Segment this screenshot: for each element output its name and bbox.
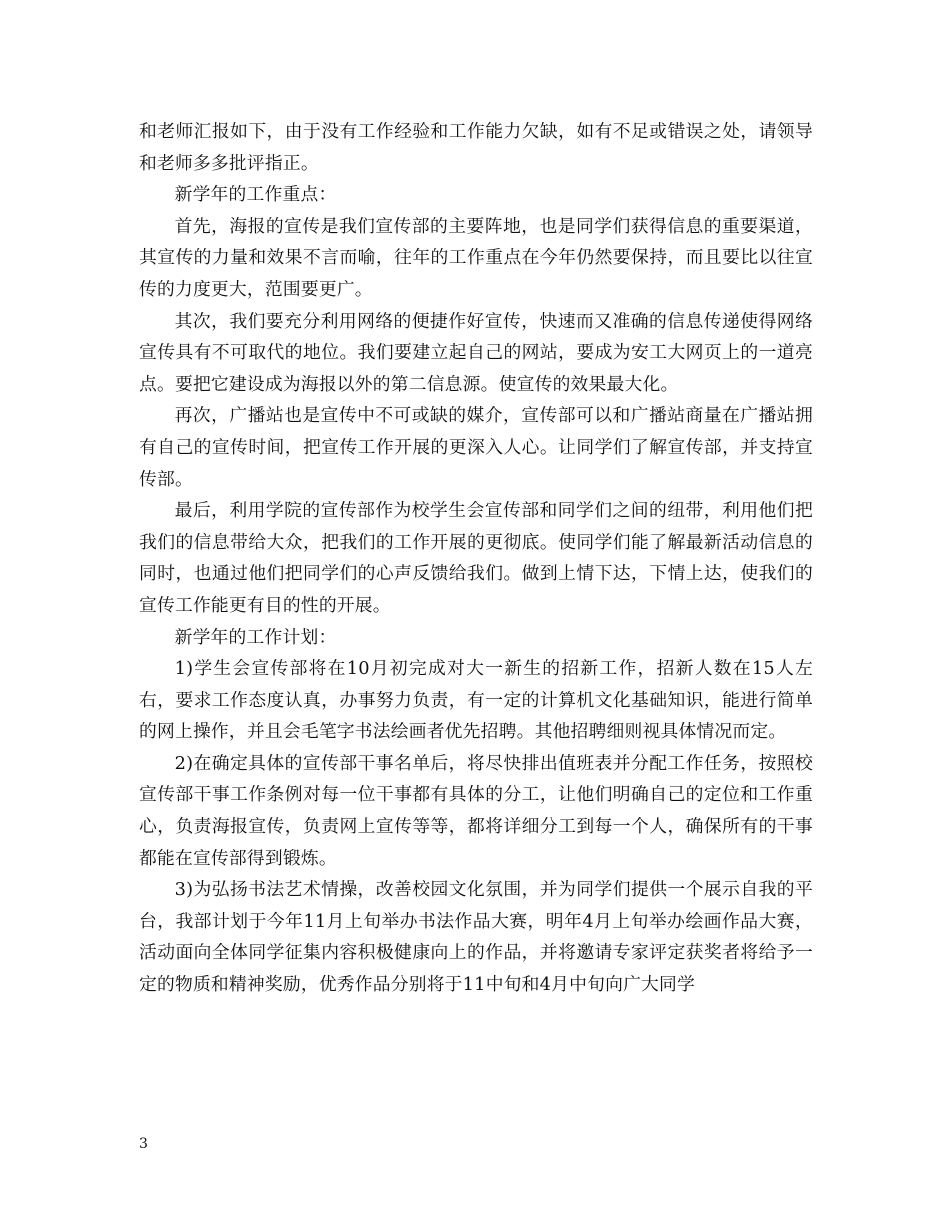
heading-work-plan: 新学年的工作计划： <box>174 626 337 648</box>
document-body <box>139 116 813 1001</box>
paragraph-network-publicity: 其次，我们要充分利用网络的便捷作好宣传，快速而又准确的信息传递使得网络宣传具有不可取代的地位。我们要建立起自己的网站，要成为安工大网页上的一道亮点。要把它建设成为海报以外的第二信息源。使宣传的效果最大化。 <box>139 310 813 395</box>
paragraph-plan-recruitment: 1)学生会宣传部将在10月初完成对大一新生的招新工作，招新人数在15人左右，要求工作态度认真，办事努力负责，有一定的计算机文化基础知识，能进行简单的网上操作，并且会毛笔字书法绘画者优先招聘。其他招聘细则视具体情况而定。 <box>139 658 813 743</box>
paragraph-poster-publicity: 首先，海报的宣传是我们宣传部的主要阵地，也是同学们获得信息的重要渠道，其宣传的力量和效果不言而喻，往年的工作重点在今年仍然要保持，而且要比以往宣传的力度更大，范围要更广。 <box>139 215 813 300</box>
paragraph-plan-calligraphy-contest: 3)为弘扬书法艺术情操，改善校园文化氛围，并为同学们提供一个展示自我的平台，我部计划于今年11月上旬举办书法作品大赛，明年4月上旬举办绘画作品大赛，活动面向全体同学征集内容积极健康向上的作品，并将邀请专家评定获奖者将给予一定的物质和精神奖励，优秀作品分别将于11中旬和4月中旬向广大同学 <box>139 879 813 996</box>
paragraph-plan-duty-assignment: 2)在确定具体的宣传部干事名单后，将尽快排出值班表并分配工作任务，按照校宣传部干事工作条例对每一位干事都有具体的分工，让他们明确自己的定位和工作重心，负责海报宣传，负责网上宣传等等，都将详细分工到每一个人，确保所有的干事都能在宣传部得到锻炼。 <box>139 752 813 869</box>
paragraph-report-intro: 和老师汇报如下，由于没有工作经验和工作能力欠缺，如有不足或错误之处，请领导和老师多多批评指正。 <box>139 121 813 174</box>
page-number: 3 <box>139 1136 148 1152</box>
paragraph-broadcast-station: 再次，广播站也是宣传中不可或缺的媒介，宣传部可以和广播站商量在广播站拥有自己的宣传时间，把宣传工作开展的更深入人心。让同学们了解宣传部，并支持宣传部。 <box>139 405 813 490</box>
heading-work-focus: 新学年的工作重点： <box>174 184 337 206</box>
paragraph-college-link: 最后，利用学院的宣传部作为校学生会宣传部和同学们之间的纽带，利用他们把我们的信息带给大众，把我们的工作开展的更彻底。使同学们能了解最新活动信息的同时，也通过他们把同学们的心声反馈给我们。做到上情下达，下情上达，使我们的宣传工作能更有目的性的开展。 <box>139 500 813 616</box>
